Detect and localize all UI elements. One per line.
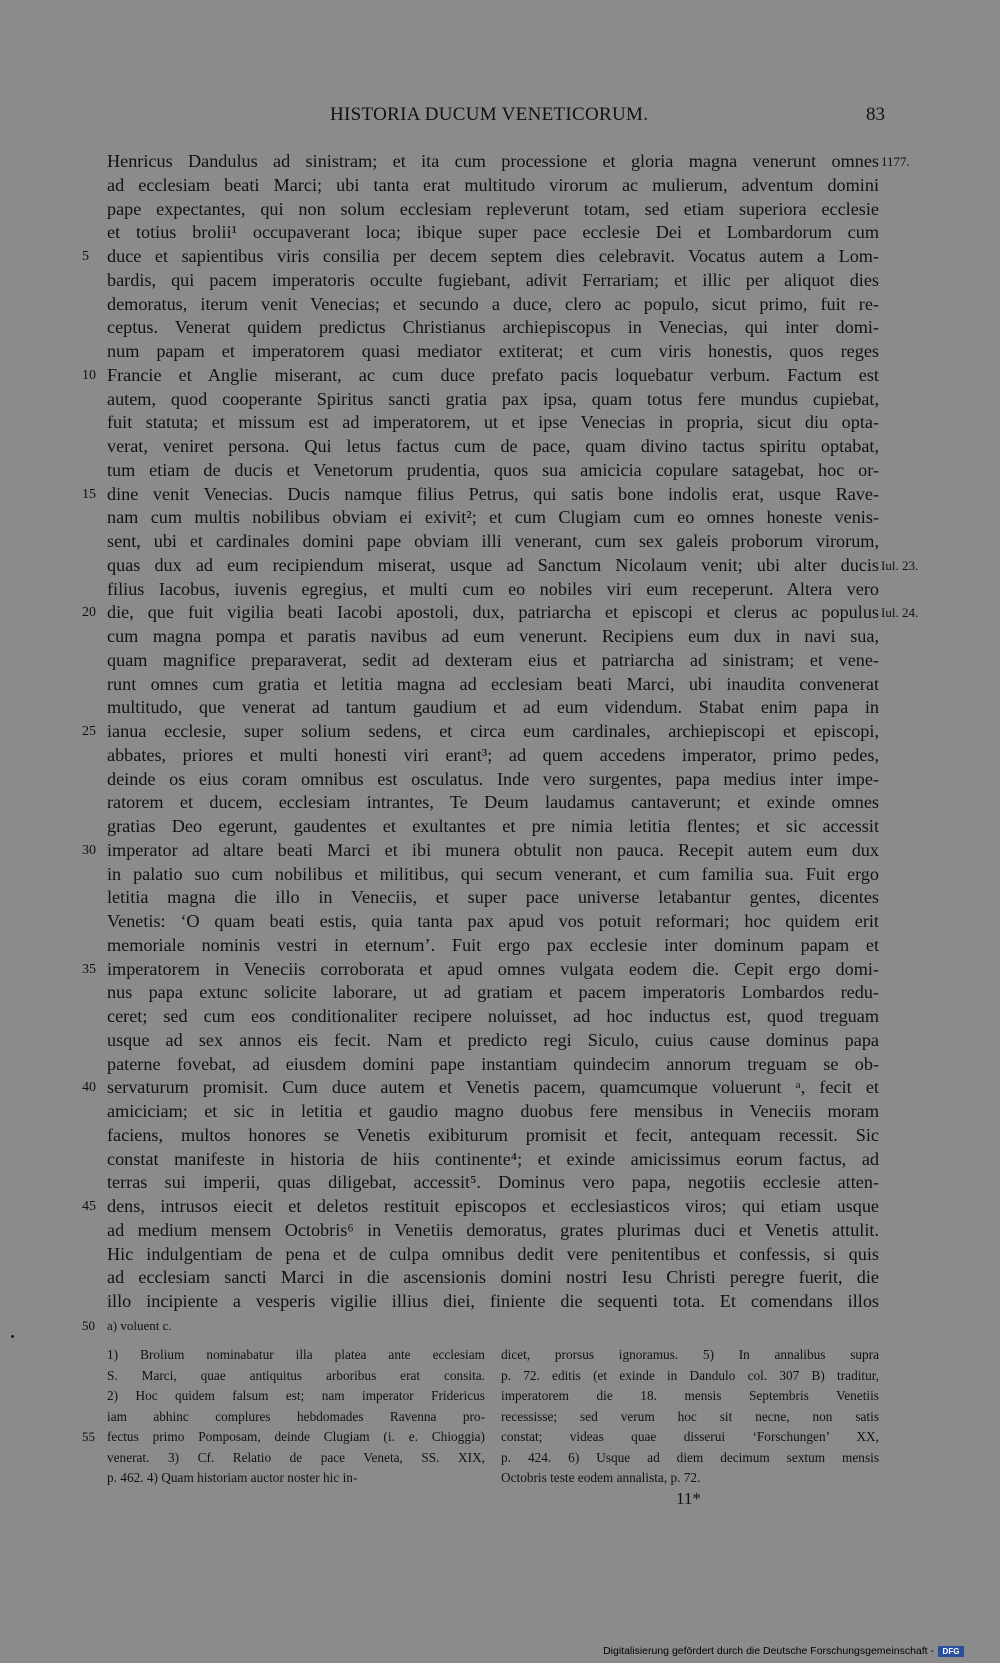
line-text: Hic indulgentiam de pena et de culpa omnibus dedit vere penitentibus et confessis, si quis — [107, 1243, 879, 1264]
line-number: 40 — [82, 1080, 96, 1096]
line-text: letitia magna die illo in Veneciis, et super pace universe letabantur gentes, dicentes — [107, 887, 879, 908]
line-text: dens, intrusos eiecit et deletos restituit episcopos et ecclesiasticos viros; qui etiam usque — [107, 1196, 879, 1216]
line-text: ad medium mensem Octobris⁶ in Venetiis demoratus, grates plurimas duci et Venetis attulit. — [107, 1219, 879, 1240]
line-text: illo incipiente a vesperis vigilie illius diei, finiente die sequenti tota. Et comendans illos — [107, 1291, 879, 1311]
line-text: verat, veniret persona. Qui letus factus cum de pace, quam divino tactus spiritu optabat, — [107, 436, 879, 456]
text-line — [0, 1100, 1000, 1124]
line-text: dine venit Venecias. Ducis namque filius Petrus, qui satis bone indolis erat, usque Rave- — [107, 483, 879, 504]
text-line — [0, 245, 1000, 269]
line-text: faciens, multos honores se Venetis exibiturum promisit et fecit, antequam recessit. Sic — [107, 1124, 879, 1145]
line-text: paterne fovebat, ad eiusdem domini pape instantiam quindecim annorum treguam se ob- — [107, 1053, 879, 1074]
margin-date: Iul. 23. — [881, 557, 919, 573]
text-line — [0, 1148, 1000, 1172]
text-line — [0, 554, 1000, 578]
footnote-right-column: p. 72. editis (et exinde in Dandulo col. 307 B) traditur, — [501, 1367, 879, 1383]
running-title: HISTORIA DUCUM VENETICORUM. — [330, 104, 649, 125]
digitization-credit — [603, 1645, 964, 1657]
line-text: ceret; sed cum eos conditionaliter recipere noluisset, ad hoc inductus est, quod treguam — [107, 1006, 879, 1026]
text-line — [0, 1171, 1000, 1195]
line-number: 45 — [82, 1199, 96, 1214]
line-text: Francie et Anglie miserant, ac cum duce prefato pacis loquebatur verbum. Factum est — [107, 364, 879, 385]
text-line — [0, 744, 1000, 768]
footnote-left-column: fectus primo Pomposam, deinde Clugiam (i. e. Chioggia) — [107, 1429, 485, 1444]
line-text: nus papa extunc solicite laborare, ut ad gratiam et pacem imperatoris Lombardos redu- — [107, 982, 879, 1003]
line-text: ad ecclesiam sancti Marci in die ascensionis domini nostri Iesu Christi peregre fuerit, die — [107, 1267, 879, 1288]
text-line — [0, 1290, 1000, 1314]
line-text: in palatio suo cum nobilibus et militibus, qui secum venerant, et cum familia sua. Fuit ergo — [107, 863, 879, 884]
footnote-line — [0, 1448, 1000, 1469]
dfg-logo-icon: DFG — [938, 1646, 964, 1657]
line-text: fuit statuta; et missum est ad imperatorem, ut et ipse Venecias in propria, sicut diu opta- — [107, 412, 879, 433]
footnote-line — [0, 1407, 1000, 1428]
margin-date: 1177. — [881, 154, 910, 169]
text-line — [0, 791, 1000, 815]
text-line — [0, 981, 1000, 1005]
footnote-right-column: Octobris teste eodem annalista, p. 72. — [501, 1470, 701, 1485]
text-line — [0, 839, 1000, 863]
text-line — [0, 1029, 1000, 1053]
line-text: et totius brolii¹ occupaverant loca; ibique super pace ecclesie Dei et Lombardorum cum — [107, 222, 879, 243]
line-text: pape expectantes, qui non solum ecclesiam repleverunt totam, sed etiam superiora ecclesie — [107, 198, 879, 219]
line-text: bardis, qui pacem imperatoris occulte fugiebant, adivit Ferrariam; et illic per aliquot dies — [107, 269, 879, 290]
text-line — [0, 1076, 1000, 1100]
text-line — [0, 174, 1000, 198]
line-text: die, que fuit vigilia beati Iacobi apostoli, dux, patriarcha et episcopi et clerus ac populus — [107, 602, 879, 623]
text-line — [0, 316, 1000, 340]
line-text: ad ecclesiam beati Marci; ubi tanta erat multitudo virorum ac mulierum, adventum domini — [107, 174, 879, 195]
page-number: 83 — [866, 104, 885, 125]
credit-text: Digitalisierung gefördert durch die Deutsche Forschungsgemeinschaft - — [603, 1645, 934, 1657]
text-line — [0, 696, 1000, 720]
scan-speck — [11, 1335, 14, 1338]
text-line — [0, 388, 1000, 412]
text-line — [0, 293, 1000, 317]
text-line — [0, 815, 1000, 839]
footnote-right-column: dicet, prorsus ignoramus. 5) In annalibus supra — [501, 1347, 879, 1362]
line-text: terras sui imperii, quas diligebat, accessit⁵. Dominus vero papa, negotiis ecclesie atten- — [107, 1172, 879, 1193]
line-text: runt omnes cum gratia et letitia magna ad ecclesiam beati Marci, ubi inaudita convenerat — [107, 673, 879, 694]
footnote-line — [0, 1366, 1000, 1387]
line-number: 20 — [82, 605, 96, 621]
apparatus-note-text: a) voluent c. — [107, 1318, 172, 1333]
line-text: usque ad sex annos eis fecit. Nam et predicto regi Siculo, cuius cause dominus papa — [107, 1029, 879, 1050]
line-number: 25 — [82, 724, 96, 739]
text-line — [0, 530, 1000, 554]
line-text: gratias Deo egerunt, gaudentes et exultantes et pre nimia letitia flentes; et sic accessit — [107, 816, 879, 836]
text-line — [0, 601, 1000, 625]
line-number: 5 — [82, 249, 89, 264]
line-text: Venetis: ‘O quam beati estis, quia tanta pax apud vos potuit reformari; hoc quidem erit — [107, 911, 879, 931]
footnote-right-column: p. 424. 6) Usque ad diem decimum sextum mensis — [501, 1449, 879, 1465]
text-line — [0, 1266, 1000, 1290]
footnote-line — [0, 1427, 1000, 1448]
footnote-line — [0, 1345, 1000, 1366]
line-text: multitudo, que venerat ad tantum gaudium et ad eum videndum. Stabat enim papa in — [107, 697, 879, 718]
text-line — [0, 1195, 1000, 1219]
margin-date: Iul. 24. — [881, 605, 919, 621]
line-text: duce et sapientibus viris consilia per decem septem dies celebravit. Vocatus autem a Lom- — [107, 246, 879, 266]
text-line — [0, 1243, 1000, 1267]
text-line — [0, 958, 1000, 982]
line-text: servaturum promisit. Cum duce autem et Venetis pacem, quamcumque voluerunt ᵃ, fecit et — [107, 1077, 879, 1098]
line-number: 35 — [82, 961, 96, 977]
footnote-left-column: 1) Brolium nominabatur illa platea ante ecclesiam — [107, 1347, 485, 1362]
text-line — [0, 221, 1000, 245]
footnote-left-column: venerat. 3) Cf. Relatio de pace Veneta, SS. XIX, — [107, 1449, 485, 1465]
text-line — [0, 910, 1000, 934]
line-text: filius Iacobus, iuvenis egregius, et multi cum eo nobiles viri eum receperunt. Altera vero — [107, 578, 879, 599]
text-line — [0, 1053, 1000, 1077]
line-text: num papam et imperatorem quasi mediator extiterat; et cum viris honestis, quos reges — [107, 341, 879, 361]
line-text: deinde os eius coram omnibus est osculatus. Inde vero surgentes, papa medius inter impe- — [107, 768, 879, 789]
footnotes-block — [0, 1345, 1000, 1489]
line-number: 55 — [82, 1429, 95, 1444]
text-line — [0, 150, 1000, 174]
text-line — [0, 364, 1000, 388]
text-line — [0, 1124, 1000, 1148]
footnote-line — [0, 1468, 1000, 1489]
line-text: ratorem et ducem, ecclesiam intrantes, Te Deum laudamus cantaverunt; et exinde omnes — [107, 792, 879, 813]
footnote-right-column: recessisse; sed verum hoc sit necne, non satis — [501, 1408, 879, 1424]
apparatus-note — [0, 1318, 1000, 1338]
line-text: tum etiam de ducis et Venetorum prudentia, quos sua amicicia copulare satagebat, hoc or- — [107, 459, 879, 480]
line-text: autem, quod cooperante Spiritus sancti gratia pax ipsa, quam totus fere mundus cupiebat, — [107, 388, 879, 409]
text-line — [0, 1219, 1000, 1243]
text-line — [0, 768, 1000, 792]
line-number: 30 — [82, 842, 96, 858]
text-line — [0, 411, 1000, 435]
footnote-left-column: iam abhinc complures hebdomades Ravenna pro- — [107, 1408, 485, 1424]
text-line — [0, 483, 1000, 507]
line-text: abbates, priores et multi honesti viri erant³; ad quem accedens imperator, primo pedes, — [107, 744, 879, 765]
text-line — [0, 673, 1000, 697]
line-text: memoriale nominis vestri in eternum’. Fuit ergo pax ecclesie inter dominum papam et — [107, 934, 879, 955]
line-text: ceptus. Venerat quidem predictus Christianus archiepiscopus in Venecias, qui inter domi- — [107, 317, 879, 338]
line-text: imperator ad altare beati Marci et ibi munera obtulit non pauca. Recepit autem eum dux — [107, 839, 879, 860]
text-line — [0, 198, 1000, 222]
line-text: amiciciam; et sic in letitia et gaudio magno duobus fere mensibus in Veneciis moram — [107, 1101, 879, 1121]
line-text: imperatorem in Veneciis corroborata et apud omnes vulgata eodem die. Cepit ergo domi- — [107, 958, 879, 979]
line-text: quam magnifice preparaverat, sedit ad dexteram eius et patriarcha ad sinistram; et vene- — [107, 649, 879, 670]
page-header — [100, 104, 885, 134]
line-text: Henricus Dandulus ad sinistram; et ita cum processione et gloria magna venerunt omnes — [107, 151, 879, 171]
line-text: constat manifeste in historia de hiis continente⁴; et exinde amicissimus eorum factus, ad — [107, 1148, 879, 1169]
line-text: sent, ubi et cardinales domini pape obviam illi venerant, cum sex galeis proborum virorum, — [107, 531, 879, 551]
text-line — [0, 435, 1000, 459]
text-line — [0, 1005, 1000, 1029]
text-line — [0, 934, 1000, 958]
text-line — [0, 459, 1000, 483]
footnote-left-column: p. 462. 4) Quam historiam auctor noster hic in- — [107, 1470, 358, 1485]
text-line — [0, 269, 1000, 293]
text-line — [0, 625, 1000, 649]
line-text: demoratus, iterum venit Venecias; et secundo a duce, clero ac populo, sicut primo, fuit re- — [107, 293, 879, 314]
text-line — [0, 340, 1000, 364]
text-line — [0, 506, 1000, 530]
text-line — [0, 649, 1000, 673]
text-line — [0, 720, 1000, 744]
signature-mark: 11* — [676, 1489, 701, 1508]
line-number: 50 — [82, 1318, 95, 1333]
text-line — [0, 863, 1000, 887]
footnote-right-column: constat; videas quae disserui ‘Forschungen’ XX, — [501, 1429, 879, 1444]
line-number: 10 — [82, 367, 96, 383]
footnote-right-column: imperatorem die 18. mensis Septembris Venetiis — [501, 1388, 879, 1403]
line-text: nam cum multis nobilibus obviam ei exivit²; et cum Clugiam cum eo omnes honeste venis- — [107, 507, 879, 528]
line-text: quas dux ad eum recipiendum miserat, usque ad Sanctum Nicolaum venit; ubi alter ducis — [107, 554, 879, 575]
footnote-left-column: S. Marci, quae antiquitus arboribus erat consita. — [107, 1367, 485, 1383]
text-line — [0, 886, 1000, 910]
line-text: ianua ecclesie, super solium sedens, et circa eum cardinales, archiepiscopi et episcopi, — [107, 721, 879, 741]
footnote-line — [0, 1386, 1000, 1407]
text-line — [0, 578, 1000, 602]
footnote-left-column: 2) Hoc quidem falsum est; nam imperator Fridericus — [107, 1388, 485, 1403]
main-text-block — [0, 150, 1000, 1314]
line-number: 15 — [82, 486, 96, 502]
line-text: cum magna pompa et paratis navibus ad eum venerunt. Recipiens eum dux in navi sua, — [107, 626, 879, 646]
